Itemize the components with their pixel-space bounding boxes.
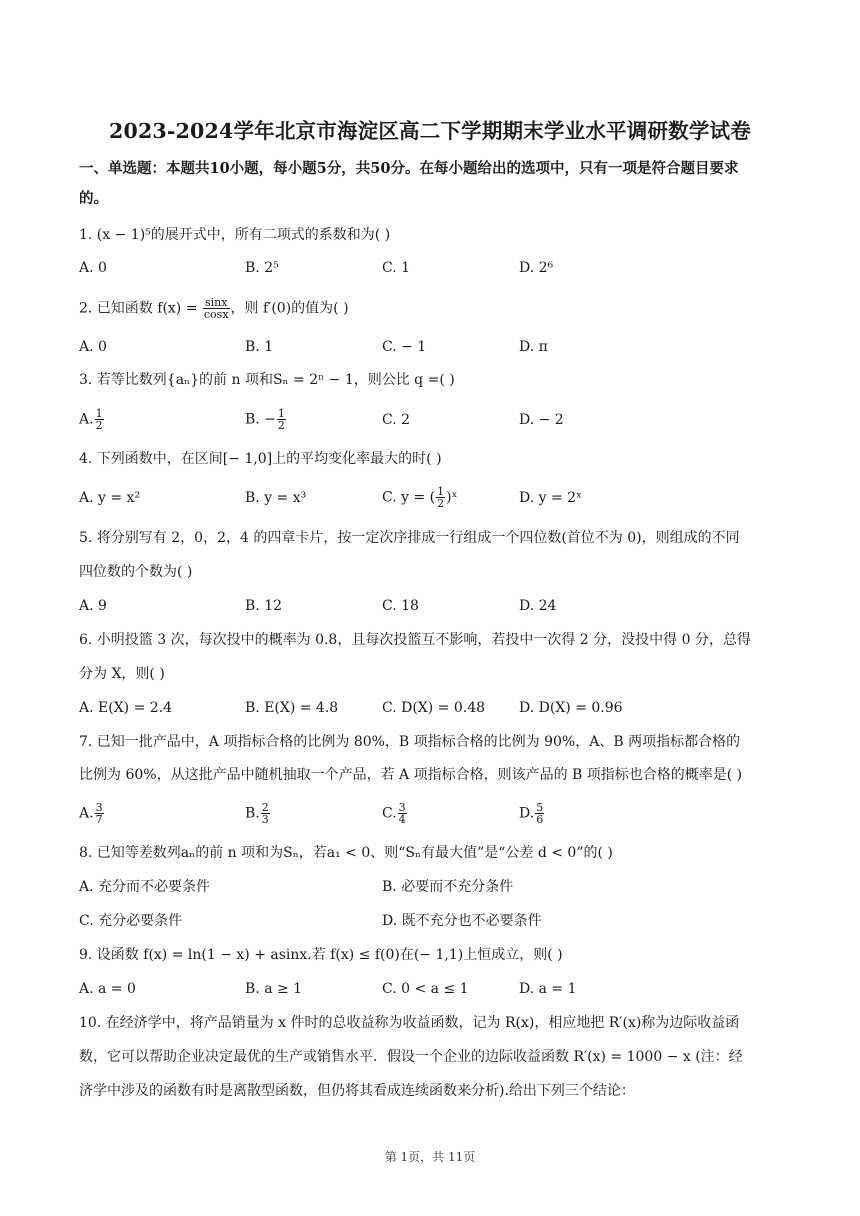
q5-option-c: C. 18 bbox=[382, 598, 419, 614]
q7-option-b-label: B. bbox=[245, 805, 260, 822]
q7-d-num: 5 bbox=[536, 801, 544, 814]
section-heading-line1: 一、单选题：本题共10小题，每小题5分，共50分。在每小题给出的选项中，只有一项是符合题目要求 bbox=[79, 160, 739, 177]
q9-option-d: D. a = 1 bbox=[519, 981, 577, 997]
q4-c-num: 1 bbox=[437, 485, 445, 498]
q7-option-b-fraction bbox=[261, 802, 270, 825]
q3-b-num: 1 bbox=[277, 407, 285, 420]
q3-a-num: 1 bbox=[95, 407, 103, 420]
q3-option-b-fraction bbox=[277, 408, 286, 431]
q8-stem: 8. 已知等差数列aₙ的前 n 项和为Sₙ，若a₁ < 0、则“Sₙ有最大值”是“公差 d < 0”的( ) bbox=[79, 845, 613, 861]
q2-stem bbox=[79, 297, 783, 320]
q4-stem: 4. 下列函数中，在区间[− 1,0]上的平均变化率最大的时( ) bbox=[79, 451, 442, 467]
exam-title: 2023-2024学年北京市海淀区高二下学期期末学业水平调研数学试卷 bbox=[109, 119, 751, 143]
q1-option-c: C. 1 bbox=[382, 260, 411, 276]
q7-c-den: 4 bbox=[398, 813, 406, 826]
q1-option-d: D. 2⁶ bbox=[519, 260, 554, 276]
q7-option-b bbox=[245, 802, 271, 825]
q7-b-den: 3 bbox=[261, 813, 269, 826]
q8-option-b: B. 必要而不充分条件 bbox=[382, 879, 514, 895]
q7-option-d bbox=[519, 802, 545, 825]
q3-option-c: C. 2 bbox=[382, 412, 411, 428]
section-heading-line2: 的。 bbox=[79, 190, 108, 207]
q7-option-a-label: A. bbox=[79, 805, 94, 822]
q2-fraction bbox=[203, 297, 230, 320]
q10-stem-line1: 10. 在经济学中，将产品销量为 x 件时的总收益称为收益函数，记为 R(x)，相应地把 R′(x)称为边际收益函 bbox=[79, 1015, 740, 1031]
q6-stem-line2: 分为 X，则( ) bbox=[79, 666, 165, 682]
q2-option-a: A. 0 bbox=[79, 339, 107, 355]
q6-option-a: A. E(X) = 2.4 bbox=[79, 700, 173, 716]
q7-d-den: 6 bbox=[536, 813, 544, 826]
q1-stem: 1. (x − 1)⁵的展开式中，所有二项式的系数和为( ) bbox=[79, 227, 391, 243]
q7-c-num: 3 bbox=[398, 801, 406, 814]
q7-a-den: 7 bbox=[95, 813, 103, 826]
q4-option-a: A. y = x² bbox=[79, 490, 141, 506]
q1-option-a: A. 0 bbox=[79, 260, 107, 276]
q10-stem-line3: 济学中涉及的函数有时是离散型函数，但仍将其看成连续函数来分析).给出下列三个结论： bbox=[79, 1083, 635, 1099]
q4-option-c-pre: C. y = ( bbox=[382, 489, 436, 506]
q4-option-c-post: )ˣ bbox=[446, 489, 458, 506]
q7-a-num: 3 bbox=[95, 801, 103, 814]
q7-option-c-label: C. bbox=[382, 805, 397, 822]
q4-option-b: B. y = x³ bbox=[245, 490, 307, 506]
q3-option-a-fraction bbox=[95, 408, 104, 431]
q9-stem: 9. 设函数 f(x) = ln(1 − x) + asinx.若 f(x) ≤ f(0)在(− 1,1)上恒成立，则( ) bbox=[79, 947, 563, 963]
q8-option-d: D. 既不充分也不必要条件 bbox=[382, 913, 542, 929]
q4-option-c bbox=[382, 486, 458, 509]
q7-stem-line1: 7. 已知一批产品中，A 项指标合格的比例为 80%，B 项指标合格的比例为 90%，A、B 两项指标都合格的 bbox=[79, 734, 741, 750]
q2-stem-pre: 2. 已知函数 f(x) = bbox=[79, 300, 202, 317]
q3-b-den: 2 bbox=[277, 419, 285, 432]
q3-option-b-label: B. − bbox=[245, 411, 276, 428]
q2-option-d: D. π bbox=[519, 339, 548, 355]
q2-stem-post: ，则 f′(0)的值为( ) bbox=[230, 300, 349, 317]
q4-option-d: D. y = 2ˣ bbox=[519, 490, 583, 506]
page-footer: 第 1页，共 11页 bbox=[384, 1150, 476, 1164]
q2-fraction-num: sinx bbox=[203, 297, 230, 309]
q8-option-a: A. 充分而不必要条件 bbox=[79, 879, 211, 895]
q2-fraction-den: cosx bbox=[203, 308, 229, 321]
q6-stem-line1: 6. 小明投篮 3 次，每次投中的概率为 0.8，且每次投篮互不影响，若投中一次得 2 分，没投中得 0 分，总得 bbox=[79, 632, 751, 648]
q7-option-c-fraction bbox=[398, 802, 407, 825]
q8-option-c: C. 充分必要条件 bbox=[79, 913, 183, 929]
q7-b-num: 2 bbox=[261, 801, 269, 814]
q3-a-den: 2 bbox=[95, 419, 103, 432]
q3-option-d: D. − 2 bbox=[519, 412, 564, 428]
q3-option-a-label: A. bbox=[79, 411, 94, 428]
q9-option-b: B. a ≥ 1 bbox=[245, 981, 303, 997]
q6-option-c: C. D(X) = 0.48 bbox=[382, 700, 486, 716]
q6-option-d: D. D(X) = 0.96 bbox=[519, 700, 623, 716]
q9-option-c: C. 0 < a ≤ 1 bbox=[382, 981, 469, 997]
q3-option-a bbox=[79, 408, 105, 431]
q4-c-den: 2 bbox=[437, 497, 445, 510]
q7-option-a bbox=[79, 802, 105, 825]
q7-option-d-label: D. bbox=[519, 805, 535, 822]
q7-option-a-fraction bbox=[95, 802, 104, 825]
q4-option-c-fraction bbox=[436, 486, 445, 509]
q5-option-d: D. 24 bbox=[519, 598, 557, 614]
q5-option-b: B. 12 bbox=[245, 598, 283, 614]
q7-stem-line2: 比例为 60%，从这批产品中随机抽取一个产品，若 A 项指标合格，则该产品的 B 项指标也合格的概率是( ) bbox=[79, 767, 743, 783]
q5-option-a: A. 9 bbox=[79, 598, 107, 614]
q10-stem-line2: 数，它可以帮助企业决定最优的生产或销售水平．假设一个企业的边际收益函数 R′(x) = 1000 − x (注：经 bbox=[79, 1049, 743, 1065]
q3-stem: 3. 若等比数列{aₙ}的前 n 项和Sₙ = 2ⁿ − 1，则公比 q =( ) bbox=[79, 372, 455, 388]
q7-option-d-fraction bbox=[535, 802, 544, 825]
q1-option-b: B. 2⁵ bbox=[245, 260, 279, 276]
q2-option-b: B. 1 bbox=[245, 339, 274, 355]
q7-option-c bbox=[382, 802, 408, 825]
q3-option-b bbox=[245, 408, 287, 431]
q2-option-c: C. − 1 bbox=[382, 339, 427, 355]
q5-stem-line2: 四位数的个数为( ) bbox=[79, 564, 193, 580]
q9-option-a: A. a = 0 bbox=[79, 981, 136, 997]
q6-option-b: B. E(X) = 4.8 bbox=[245, 700, 339, 716]
q5-stem-line1: 5. 将分别写有 2，0，2，4 的四章卡片，按一定次序排成一行组成一个四位数(首位不为 0)，则组成的不同 bbox=[79, 530, 740, 546]
